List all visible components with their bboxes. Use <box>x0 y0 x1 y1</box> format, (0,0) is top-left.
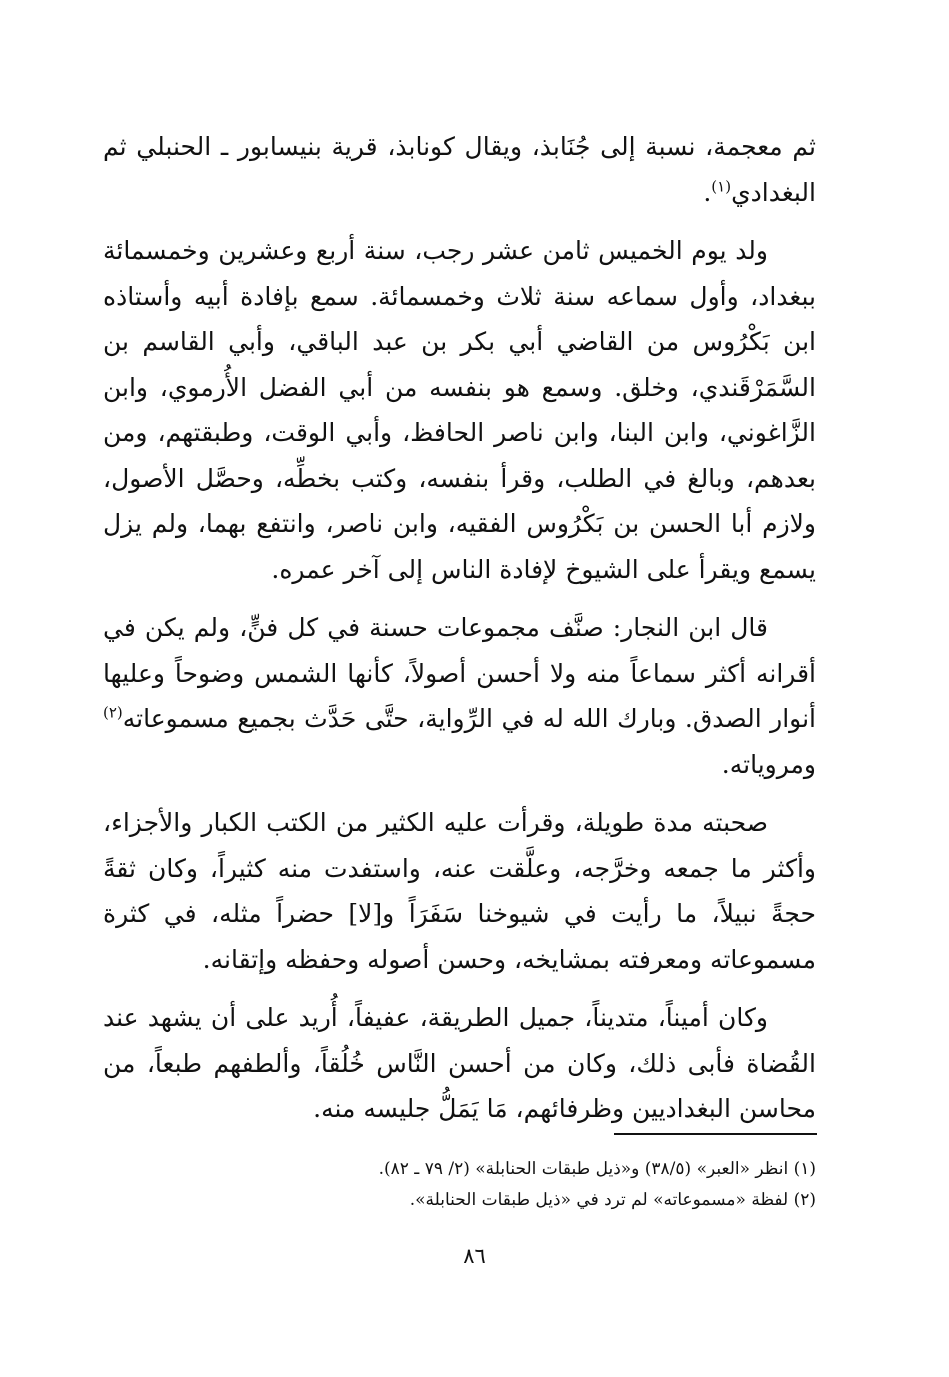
paragraph-2: ولد يوم الخميس ثامن عشر رجب، سنة أربع وعشرين وخمسمائة ببغداد، وأول سماعه سنة ثلاث وخمسمائة. سمع بإفادة أبيه وأستاذه ابن بَكْرُوس من القاضي أبي بكر بن عبد الباقي، وأبي القاسم بن السَّمَرْقَندي، وخلق. وسمع هو بنفسه من أبي الفضل الأُرموي، وابن الزَّاغوني، وابن البنا، وابن ناصر الحافظ، وأبي الوقت، وطبقتهم، ومن بعدهم، وبالغ في الطلب، وقرأ بنفسه، وكتب بخطِّه، وحصَّل الأصول، ولازم أبا الحسن بن بَكْرُوس الفقيه، وابن ناصر، وانتفع بهما، ولم يزل يسمع ويقرأ على الشيوخ لإفادة الناس إلى آخر عمره. <box>103 236 816 584</box>
page-number: ٨٦ <box>463 1244 486 1268</box>
footnote-1: (١) انظر «العبر» (٣٨/٥) و«ذيل طبقات الحنابلة» (٢/ ٧٩ ـ ٨٢). <box>378 1159 816 1179</box>
paragraph-4: صحبته مدة طويلة، وقرأت عليه الكثير من الكتب الكبار والأجزاء، وأكثر ما جمعه وخرَّجه، وعلَّقت عنه، واستفدت منه كثيراً، وكان ثقةً حجةً نبيلاً، ما رأيت في شيوخنا سَفَرَاً و[لا] حضراً مثله، في كثرة مسموعاته ومعرفته بمشايخه، وحسن أصوله وحفظه وإتقانه. <box>103 808 816 974</box>
footnote-2: (٢) لفظة «مسموعاته» لم ترد في «ذيل طبقات الحنابلة». <box>409 1190 816 1210</box>
paragraph-3: قال ابن النجار: صنَّف مجموعات حسنة في كل فنٍّ، ولم يكن في أقرانه أكثر سماعاً منه ولا أحسن أصولاً، كأنها الشمس وضوحاً وعليها أنوار الصدق. وبارك الله له في الرِّواية، حتَّى حَدَّث بجميع مسموعاته$^{(٢)}$ ومروياته. <box>103 613 816 779</box>
paragraph-1: ثم معجمة، نسبة إلى جُنَابذ، ويقال كونابذ، قرية بنيسابور ـ الحنبلي ثم البغدادي$^{(١)}$. <box>103 132 816 207</box>
footnote-ref-2: (٢) <box>103 703 123 722</box>
paragraph-5: وكان أميناً، متديناً، جميل الطريقة، عفيفاً، أُريد على أن يشهد عند القُضاة فأبى ذلك، وكان من أحسن النَّاس خُلُقاً، وألطفهم طبعاً، من محاسن البغداديين وظرفائهم، مَا يَمَلُّ جليسه منه. <box>103 1003 816 1123</box>
footnotes <box>103 1154 816 1216</box>
footnote-ref-1: (١) <box>711 177 732 196</box>
main-text <box>103 124 816 1145</box>
footnote-divider <box>614 1133 817 1135</box>
